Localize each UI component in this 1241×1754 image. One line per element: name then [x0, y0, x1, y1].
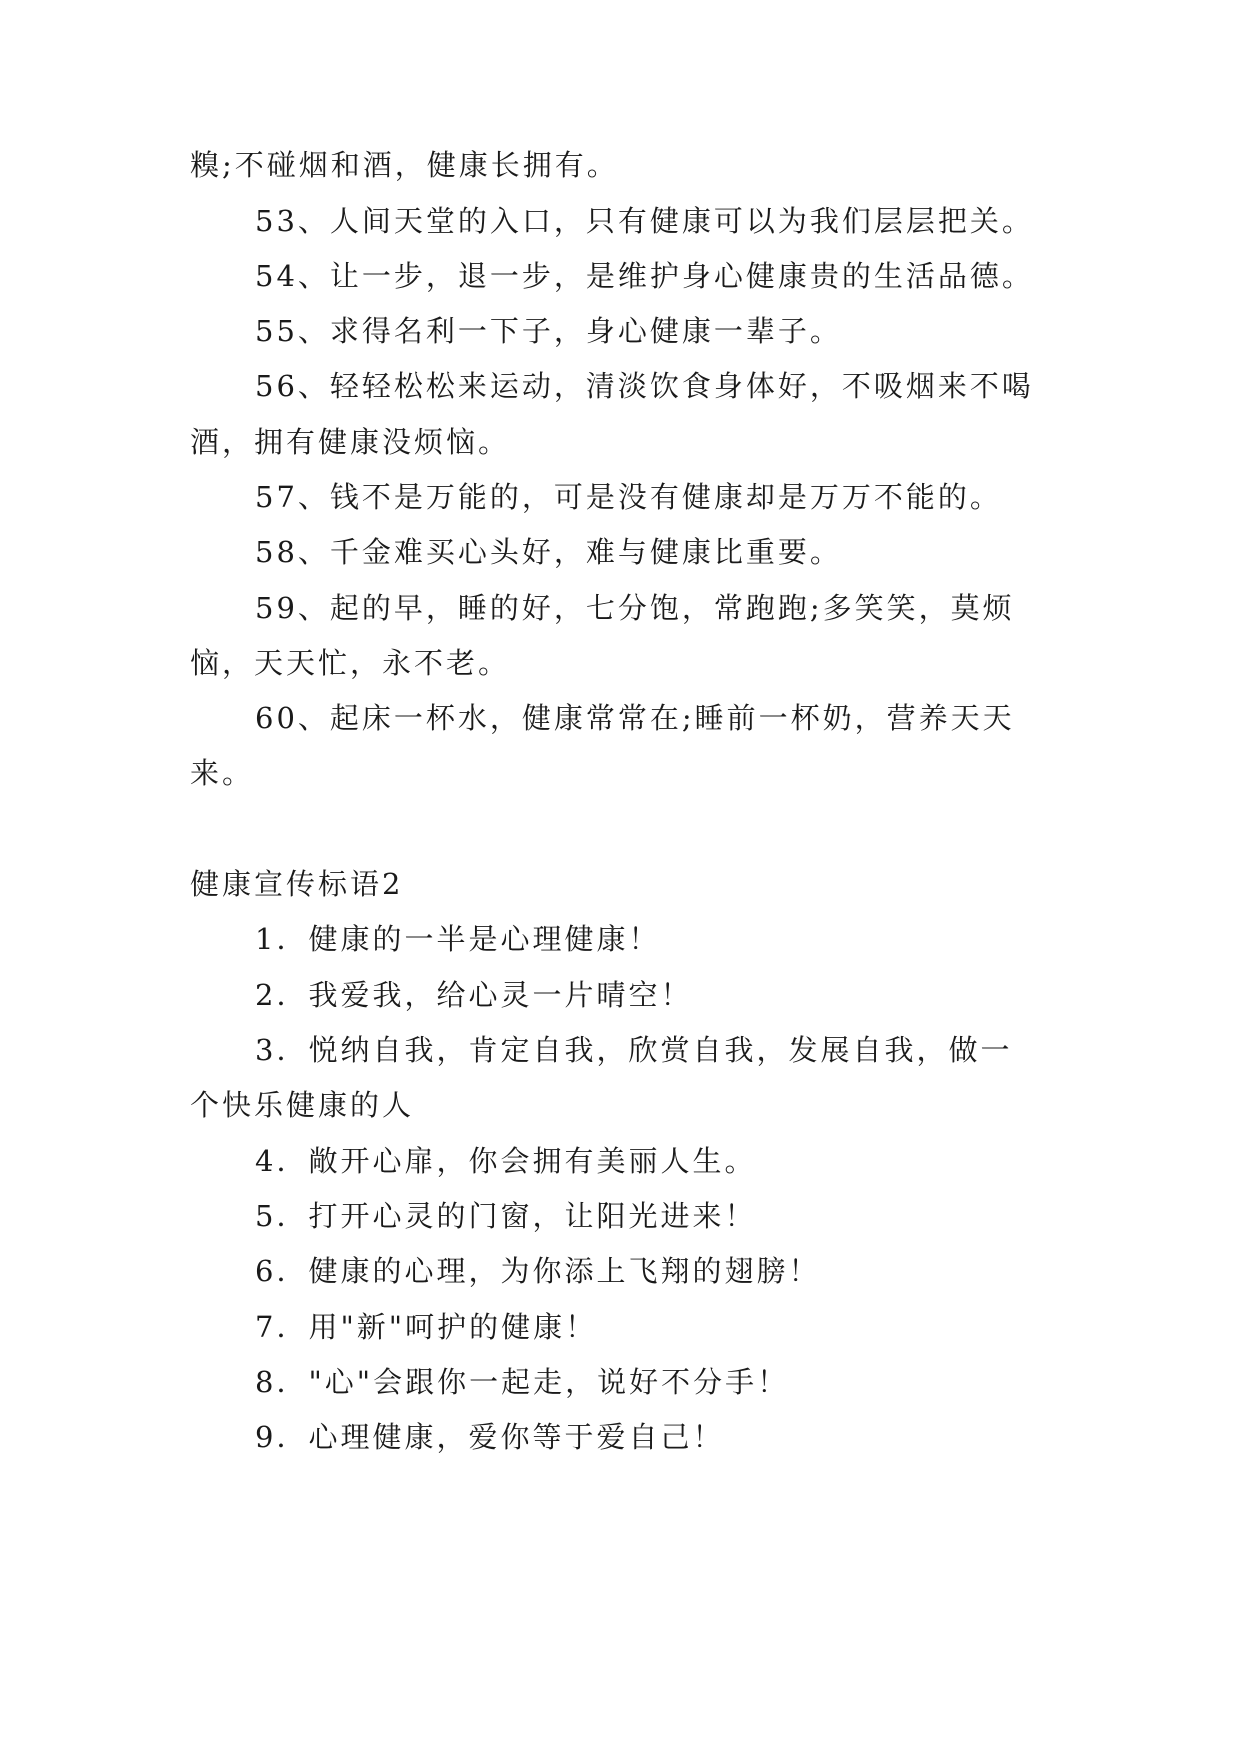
- text-line: 57、钱不是万能的，可是没有健康却是万万不能的。: [255, 480, 1002, 514]
- text-line: 60、起床一杯水，健康常常在;睡前一杯奶，营养天天: [255, 701, 1015, 735]
- text-line: 恼，天天忙，永不老。: [190, 646, 511, 680]
- text-line: 55、求得名利一下子，身心健康一辈子。: [255, 314, 842, 348]
- text-line: 56、轻轻松松来运动，清淡饮食身体好，不吸烟来不喝: [255, 369, 1034, 403]
- list-item: 5．打开心灵的门窗，让阳光进来！: [255, 1199, 757, 1233]
- list-item: 4．敞开心扉，你会拥有美丽人生。: [255, 1144, 757, 1178]
- list-item: 7．用"新"呵护的健康！: [255, 1310, 598, 1344]
- text-line: 53、人间天堂的入口，只有健康可以为我们层层把关。: [255, 204, 1034, 238]
- list-item: 9．心理健康，爱你等于爱自己！: [255, 1420, 725, 1454]
- text-line: 来。: [190, 756, 255, 790]
- text-line: 54、让一步，退一步，是维护身心健康贵的生活品德。: [255, 259, 1034, 293]
- text-line: 59、起的早，睡的好，七分饱，常跑跑;多笑笑，莫烦: [255, 591, 1015, 625]
- list-item: 2．我爱我，给心灵一片晴空！: [255, 978, 693, 1012]
- section-heading: 健康宣传标语2: [190, 867, 404, 901]
- list-item: 8．"心"会跟你一起走，说好不分手！: [255, 1365, 790, 1399]
- list-item: 1．健康的一半是心理健康！: [255, 922, 661, 956]
- text-line: 酒，拥有健康没烦恼。: [190, 425, 511, 459]
- list-item: 个快乐健康的人: [190, 1088, 415, 1122]
- text-line: 糗;不碰烟和酒，健康长拥有。: [190, 148, 619, 182]
- list-item: 6．健康的心理，为你添上飞翔的翅膀！: [255, 1254, 821, 1288]
- text-line: 58、千金难买心头好，难与健康比重要。: [255, 535, 842, 569]
- list-item: 3．悦纳自我，肯定自我，欣赏自我，发展自我，做一: [255, 1033, 1013, 1067]
